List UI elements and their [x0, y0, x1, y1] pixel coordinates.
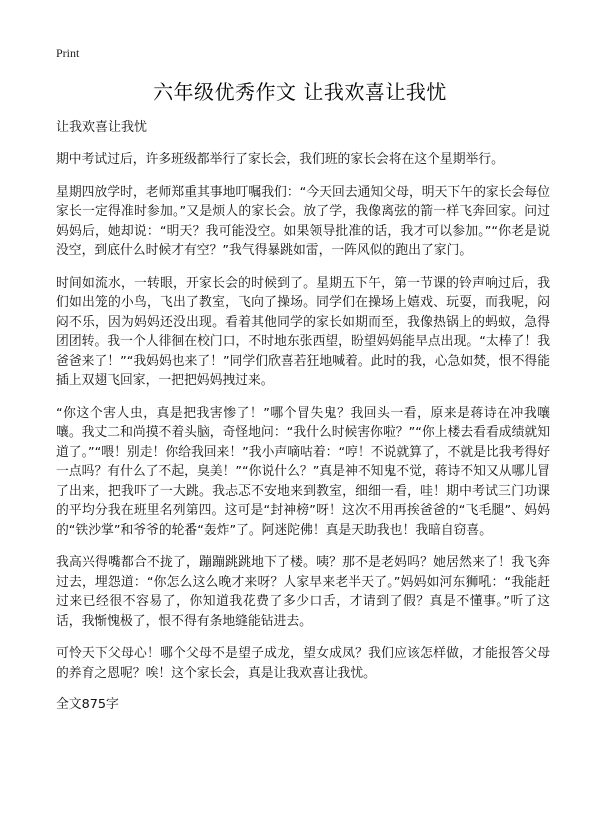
paragraph-5: 我高兴得嘴都合不拢了，蹦蹦跳跳地下了楼。咦？那不是老妈吗？她居然来了！我飞奔过去，埋怨道：“你怎么这么晚才来呀？人家早来老半天了。”妈妈如河东狮吼：“我能赶过来已经很不容易了，你知道我花费了多少口舌，才请到了假？真是不懂事。”听了这话，我惭愧极了，恨不得有条地缝能钻进去。 — [56, 555, 550, 629]
article-subtitle: 让我欢喜让我忧 — [56, 120, 148, 135]
paragraph-6: 可怜天下父母心！哪个父母不是望子成龙，望女成凤？我们应该怎样做，才能报答父母的养育之恩呢？唉！这个家长会，真是让我欢喜让我忧。 — [56, 646, 550, 681]
article-body — [56, 150, 550, 696]
paragraph-3: 时间如流水，一转眼，开家长会的时候到了。星期五下午，第一节课的铃声响过后，我们如出笼的小鸟，飞出了教室，飞向了操场。同学们在操场上嬉戏、玩耍，而我呢，闷闷不乐，因为妈妈还没出现。看着其他同学的家长如期而至，我像热锅上的蚂蚁，急得团团转。我一个人徘徊在校门口，不时地东张西望，盼望妈妈能早点出现。“太棒了！我爸爸来了！”“我妈妈也来了！”同学们欣喜若狂地喊着。此时的我，心急如焚，恨不得能插上双翅飞回家，一把把妈妈拽过来。 — [56, 275, 550, 388]
paragraph-1: 期中考试过后，许多班级都举行了家长会，我们班的家长会将在这个星期举行。 — [56, 152, 504, 167]
print-link[interactable]: Print — [56, 46, 80, 60]
paragraph-4: “你这个害人虫，真是把我害惨了！”哪个冒失鬼？我回头一看，原来是蒋诗在冲我嚷嚷。我丈二和尚摸不着头脑，奇怪地问：“我什么时候害你啦？”“你上楼去看看成绩就知道了。”“喂！别走！你给我回来！”我小声嘀咕着：“哼！不说就算了，不就是比我考得好一点吗？有什么了不起，臭美！”“你说什么？”真是神不知鬼不觉，蒋诗不知又从哪儿冒了出来，把我吓了一大跳。我忐忑不安地来到教室，细细一看，哇！期中考试三门功课的平均分我在班里名列第四。这可是“封神榜”呀！这次不用再挨爸爸的“飞毛腿”、妈妈的“铁沙掌”和爷爷的轮番“轰炸”了。阿迷陀佛！真是天助我也！我暗自窃喜。 — [56, 405, 550, 538]
paragraph-2: 星期四放学时，老师郑重其事地叮嘱我们：“今天回去通知父母，明天下午的家长会每位家长一定得准时参加。”又是烦人的家长会。放了学，我像离弦的箭一样飞奔回家。问过妈妈后，她却说：“明天？我可能没空。如果领导批准的话，我才可以参加。”“你老是说没空，到底什么时候才有空？”我气得暴跳如雷，一阵风似的跑出了家门。 — [56, 184, 550, 258]
page-title: 六年级优秀作文 让我欢喜让我忧 — [153, 80, 447, 104]
word-count: 全文875字 — [56, 697, 119, 712]
